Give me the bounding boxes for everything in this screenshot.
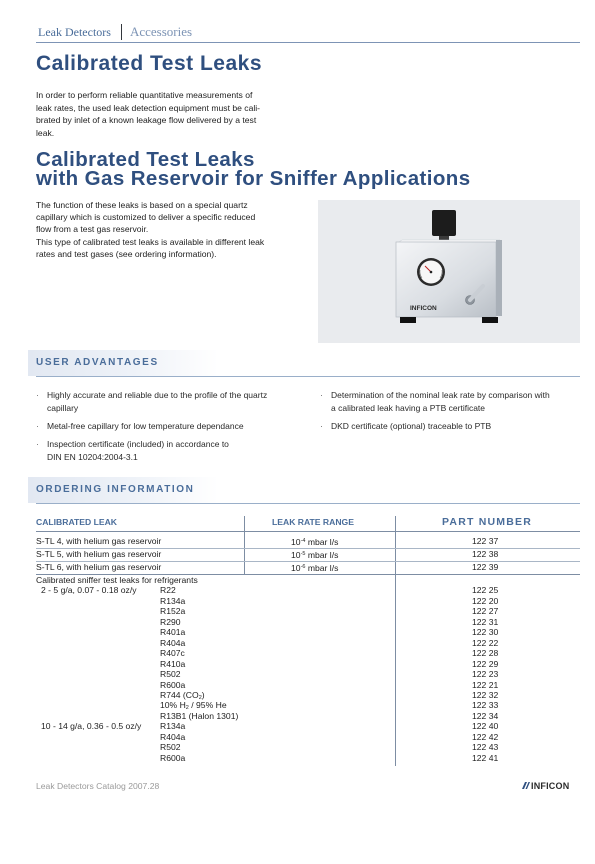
formula-text: 10% H bbox=[160, 700, 186, 710]
refrigerant-name: R404a bbox=[160, 732, 186, 742]
refrigerant-part: 122 32 bbox=[472, 690, 499, 700]
table-row-name: S-TL 6, with helium gas reservoir bbox=[36, 562, 162, 572]
bullet-dot: · bbox=[320, 390, 323, 400]
rate-exponent: -6 bbox=[300, 564, 306, 570]
breadcrumb bbox=[38, 22, 192, 40]
refrigerant-part: 122 30 bbox=[472, 627, 499, 637]
rate-exponent: -4 bbox=[300, 538, 306, 544]
ordering-rule bbox=[36, 503, 580, 504]
refrigerant-name: R134a bbox=[160, 721, 186, 731]
refrigerant-name: R600a bbox=[160, 680, 186, 690]
ordering-title: ORDERING INFORMATION bbox=[36, 484, 195, 495]
logo-text: INFICON bbox=[531, 781, 570, 791]
intro-line: brated by inlet of a known leakage flow delivered by a test bbox=[36, 115, 257, 126]
column-divider bbox=[395, 516, 396, 766]
refrigerant-heading: Calibrated sniffer test leaks for refrigerants bbox=[36, 575, 198, 585]
breadcrumb-subsection[interactable]: Accessories bbox=[129, 24, 193, 39]
section-title-line: Calibrated Test Leaks bbox=[36, 148, 255, 171]
intro-line: leak. bbox=[36, 128, 55, 139]
refrigerant-part: 122 23 bbox=[472, 669, 499, 679]
refrigerant-name: R404a bbox=[160, 638, 186, 648]
table-header-rule bbox=[36, 531, 580, 532]
refrigerant-name: R600a bbox=[160, 753, 186, 763]
section-title-line: with Gas Reservoir for Sniffer Applications bbox=[36, 167, 471, 190]
refrigerant-part: 122 40 bbox=[472, 721, 499, 731]
refrigerant-name: R401a bbox=[160, 627, 186, 637]
table-row-rate bbox=[291, 549, 338, 561]
refrigerant-name: R22 bbox=[160, 585, 176, 595]
sniffer-line: rates and test gases (see ordering information). bbox=[36, 248, 217, 259]
refrigerant-part: 122 27 bbox=[472, 606, 499, 616]
advantage-item bbox=[36, 420, 306, 433]
breadcrumb-divider bbox=[121, 24, 122, 40]
advantage-line: DIN EN 10204:2004-3.1 bbox=[47, 451, 138, 462]
refrigerant-part: 122 25 bbox=[472, 585, 499, 595]
refrigerant-name: R502 bbox=[160, 669, 181, 679]
sniffer-line: flow from a test gas reservoir. bbox=[36, 224, 149, 235]
sniffer-line: The function of these leaks is based on a special quartz bbox=[36, 200, 248, 210]
breadcrumb-section[interactable]: Leak Detectors bbox=[38, 25, 111, 39]
refrigerant-name: R13B1 (Halon 1301) bbox=[160, 711, 239, 721]
advantage-line: capillary bbox=[47, 402, 79, 413]
advantage-item bbox=[320, 420, 582, 433]
rate-unit: mbar l/s bbox=[305, 537, 339, 547]
refrigerant-part: 122 21 bbox=[472, 680, 499, 690]
rate-base: 10 bbox=[291, 563, 301, 573]
bullet-dot: · bbox=[36, 439, 39, 449]
refrigerant-part: 122 42 bbox=[472, 732, 499, 742]
advantage-line: Determination of the nominal leak rate by comparison with bbox=[331, 390, 550, 400]
advantage-item bbox=[36, 438, 306, 463]
refrigerant-name: R502 bbox=[160, 742, 181, 752]
formula-text: R744 (CO bbox=[160, 690, 199, 700]
table-row-part: 122 39 bbox=[472, 562, 499, 572]
refrigerant-name: R290 bbox=[160, 617, 181, 627]
sniffer-line: This type of calibrated test leaks is available in different leak bbox=[36, 236, 265, 247]
advantage-line: a calibrated leak having a PTB certificate bbox=[331, 402, 486, 413]
advantage-line: DKD certificate (optional) traceable to PTB bbox=[331, 421, 492, 431]
intro-line: In order to perform reliable quantitative measurements of bbox=[36, 90, 253, 100]
column-header-leak: CALIBRATED LEAK bbox=[36, 517, 117, 527]
product-photo bbox=[318, 200, 580, 343]
page-title: Calibrated Test Leaks bbox=[36, 52, 263, 75]
refrigerant-part: 122 29 bbox=[472, 659, 499, 669]
rate-unit: mbar l/s bbox=[305, 550, 339, 560]
bullet-dot: · bbox=[36, 390, 39, 400]
column-header-range: LEAK RATE RANGE bbox=[272, 517, 354, 527]
refrigerant-part: 122 41 bbox=[472, 753, 499, 763]
refrigerant-part: 122 34 bbox=[472, 711, 499, 721]
formula-tail: / 95% He bbox=[188, 700, 227, 710]
column-divider bbox=[244, 516, 245, 574]
advantage-line: Inspection certificate (included) in accordance to bbox=[47, 439, 229, 449]
formula-subscript: 2 bbox=[185, 705, 189, 711]
table-row-name: S-TL 5, with helium gas reservoir bbox=[36, 549, 162, 559]
advantages-title: USER ADVANTAGES bbox=[36, 357, 159, 368]
column-header-part: PART NUMBER bbox=[442, 516, 533, 528]
refrigerant-name: R134a bbox=[160, 596, 186, 606]
refrigerant-part: 122 31 bbox=[472, 617, 499, 627]
refrigerant-name: R410a bbox=[160, 659, 186, 669]
logo-mark-icon bbox=[521, 781, 531, 790]
bullet-dot: · bbox=[320, 421, 323, 431]
rate-base: 10 bbox=[291, 537, 301, 547]
intro-line: leak rates, the used leak detection equipment must be cali- bbox=[36, 102, 261, 113]
sniffer-paragraph bbox=[36, 199, 298, 260]
footer-catalog: Leak Detectors Catalog 2007.28 bbox=[36, 781, 160, 791]
advantage-line: Metal-free capillary for low temperature dependance bbox=[47, 421, 244, 431]
table-row-part: 122 37 bbox=[472, 536, 499, 546]
refrigerant-part: 122 33 bbox=[472, 700, 499, 710]
formula-subscript: 2 bbox=[198, 695, 202, 701]
refrigerant-name: R152a bbox=[160, 606, 186, 616]
rate-base: 10 bbox=[291, 550, 301, 560]
formula-tail: ) bbox=[201, 690, 205, 700]
refrigerant-part: 122 43 bbox=[472, 742, 499, 752]
bullet-dot: · bbox=[36, 421, 39, 431]
test-leak-illustration bbox=[318, 200, 580, 343]
refrigerant-group-label: 10 - 14 g/a, 0.36 - 0.5 oz/y bbox=[41, 721, 142, 731]
rate-exponent: -5 bbox=[300, 551, 306, 557]
rate-unit: mbar l/s bbox=[305, 563, 339, 573]
refrigerant-group-label: 2 - 5 g/a, 0.07 - 0.18 oz/y bbox=[41, 585, 137, 595]
advantage-item bbox=[36, 389, 306, 414]
inficon-logo bbox=[521, 781, 569, 791]
section-title-sniffer bbox=[36, 150, 471, 188]
table-row-part: 122 38 bbox=[472, 549, 499, 559]
advantages-rule bbox=[36, 376, 580, 377]
table-row-rate bbox=[291, 562, 338, 574]
advantage-line: Highly accurate and reliable due to the profile of the quartz bbox=[47, 390, 268, 400]
advantage-item bbox=[320, 389, 582, 414]
refrigerant-name: R407c bbox=[160, 648, 185, 658]
table-row-rate bbox=[291, 536, 338, 548]
refrigerant-part: 122 22 bbox=[472, 638, 499, 648]
table-row-name: S-TL 4, with helium gas reservoir bbox=[36, 536, 162, 546]
header-rule bbox=[36, 42, 580, 43]
photo-brand-label: INFICON bbox=[410, 305, 437, 312]
refrigerant-part: 122 28 bbox=[472, 648, 499, 658]
intro-paragraph bbox=[36, 89, 286, 140]
sniffer-line: capillary which is customized to deliver a specific reduced bbox=[36, 212, 256, 223]
refrigerant-part: 122 20 bbox=[472, 596, 499, 606]
